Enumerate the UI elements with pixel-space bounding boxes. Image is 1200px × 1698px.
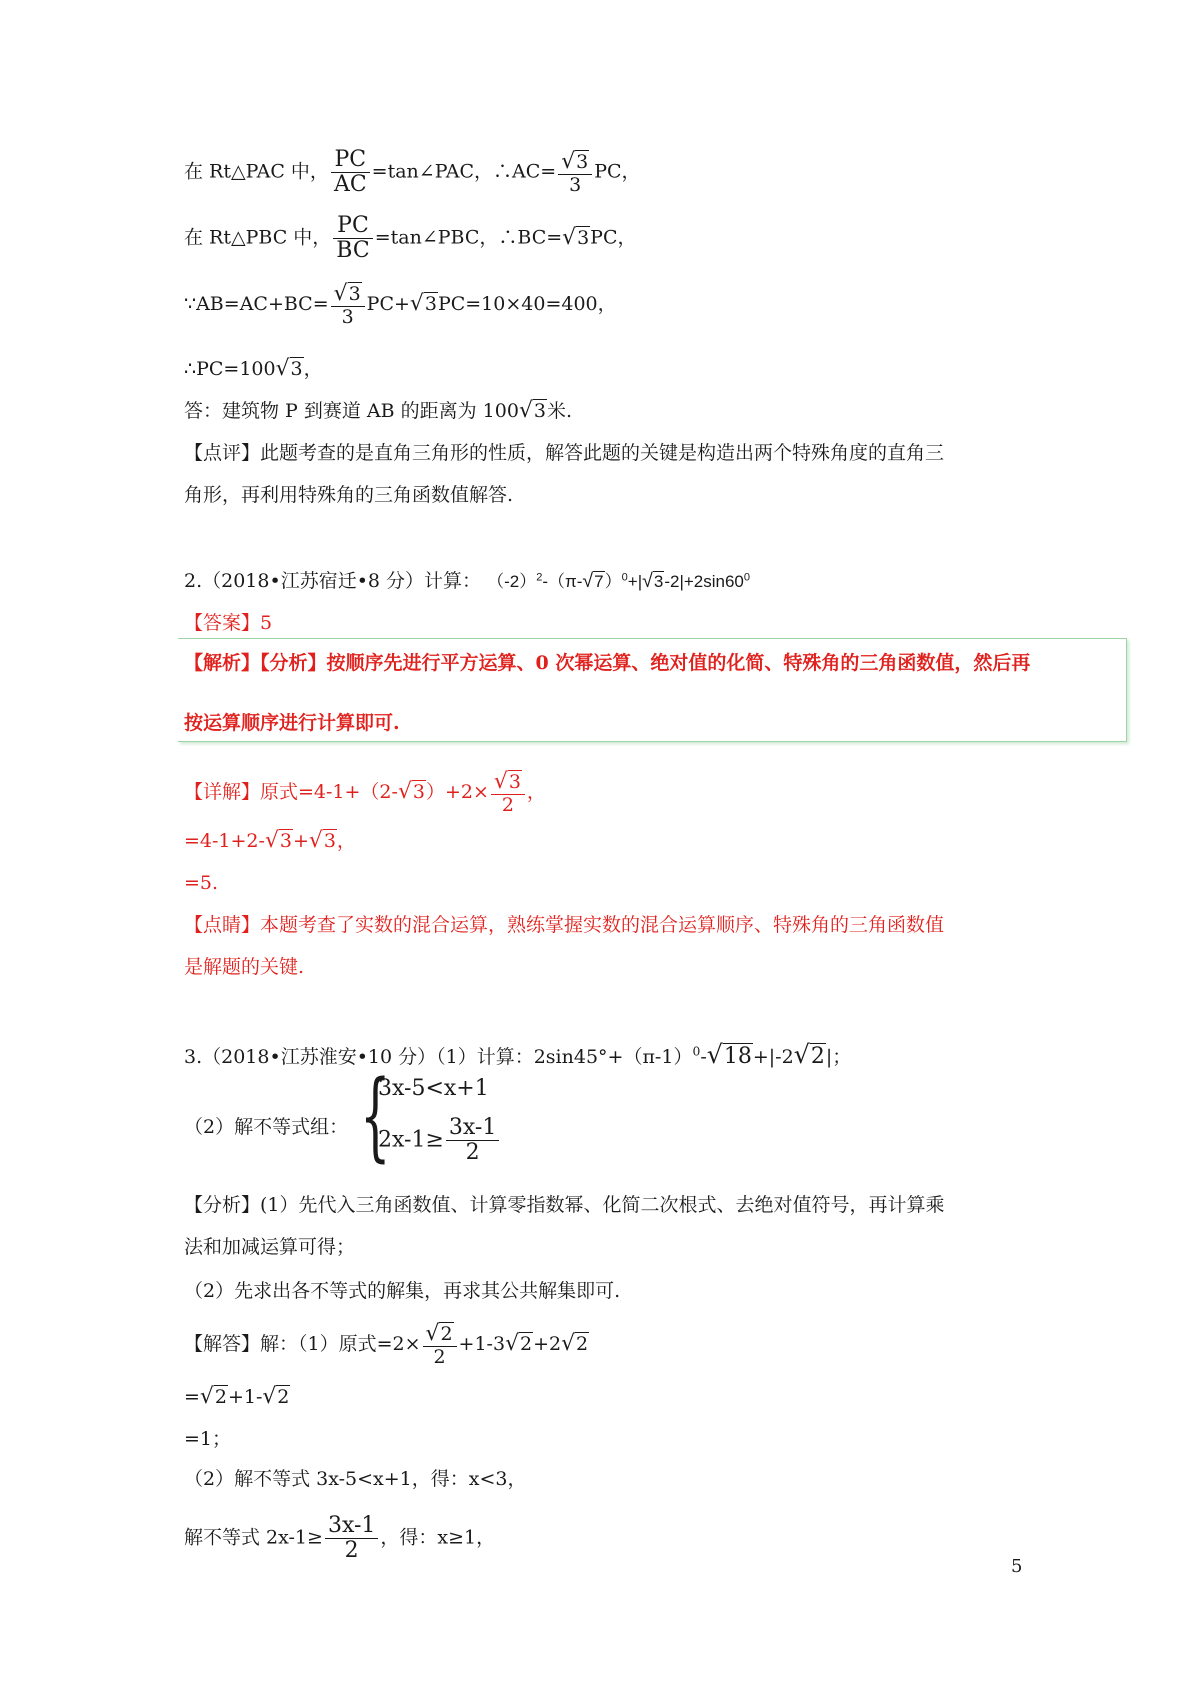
sqrt: √3 <box>518 398 546 423</box>
sqrt: √2 <box>505 1330 533 1356</box>
q2-analysis-2: 按运算顺序进行计算即可. <box>184 712 400 734</box>
text: ， <box>303 358 323 380</box>
text: ）+2× <box>425 780 489 803</box>
fraction: $\frac{√3}{3}$ <box>331 282 365 328</box>
q3-step-3: =1； <box>184 1428 232 1450</box>
sqrt: √3 <box>308 828 336 853</box>
q2-answer: 【答案】5 <box>184 612 273 634</box>
q2-heading <box>184 570 750 593</box>
s1-line-5 <box>184 398 572 424</box>
q3-solution: 【解答】解：（1）原式=2× $\frac{√2}{2}$ +1-3√2+2√2 <box>184 1321 589 1369</box>
s1-line-2 <box>184 214 637 263</box>
text: 在 Rt△PBC 中， <box>184 226 332 249</box>
q2-detail <box>184 770 546 816</box>
sqrt: √18 <box>706 1040 752 1069</box>
text: 答：建筑物 P 到赛道 AB 的距离为 100 <box>184 400 519 422</box>
text: ， <box>526 780 546 803</box>
q3-step-2: =√2+1-√2 <box>184 1384 290 1409</box>
s1-line-3 <box>184 282 617 328</box>
text: =tan∠PBC，∴BC= <box>374 226 563 249</box>
text: ∵AB=AC+BC= <box>184 292 329 315</box>
fraction: $\frac{√2}{2}$ <box>423 1322 457 1368</box>
inequality-1: 3x-5<x+1 <box>378 1076 489 1101</box>
text: 米. <box>546 400 572 422</box>
text: PC， <box>590 226 637 249</box>
q3-analysis-1: 【分析】(1）先代入三角函数值、计算零指数幂、化简二次根式、去绝对值符号，再计算乘 <box>184 1194 945 1216</box>
text: =4-1+2- <box>184 830 265 852</box>
fraction: $\frac{√3}{2}$ <box>491 770 525 816</box>
page-number: 5 <box>1011 1556 1023 1577</box>
fraction: $\frac{3x-1}{2}$ <box>325 1514 378 1563</box>
text: ， <box>336 830 356 852</box>
q2-analysis-1: 【解析】【分析】按顺序先进行平方运算、0 次幂运算、绝对值的化简、特殊角的三角函数值，然后再 <box>184 652 1031 674</box>
system-brace: { <box>360 1060 391 1172</box>
s1-line-1 <box>184 148 641 197</box>
sqrt: √2 <box>793 1040 825 1069</box>
text: PC+ <box>366 292 410 315</box>
fraction: $\frac{PC}{BC}$ <box>333 214 372 263</box>
text: =tan∠PAC，∴AC= <box>371 160 557 183</box>
q2-comment-2: 是解题的关键. <box>184 956 305 978</box>
fraction: $\frac{PC}{AC}$ <box>331 148 370 197</box>
q3-analysis-2: 法和加减运算可得； <box>184 1236 356 1258</box>
inequality-2: 2x-1≥ $\frac{3x-1}{2}$ <box>378 1116 501 1165</box>
q2-comment-1: 【点睛】本题考查了实数的混合运算，熟练掌握实数的混合运算顺序、特殊角的三角函数值 <box>184 914 945 936</box>
sqrt: √3 <box>264 828 292 853</box>
s1-line-4 <box>184 356 323 382</box>
text: PC， <box>594 160 641 183</box>
sqrt: √2 <box>262 1384 290 1409</box>
sqrt: √2 <box>561 1330 589 1356</box>
q3-part-2-label: （2）解不等式组： <box>184 1116 349 1138</box>
question-number: 2.（2018•江苏宿迁•8 分）计算： <box>184 570 482 592</box>
sqrt: √3 <box>409 290 437 316</box>
sqrt: √2 <box>199 1384 227 1409</box>
fraction: $\frac{√3}{3}$ <box>558 150 592 196</box>
text: + <box>292 830 309 852</box>
q3-step-4: （2）解不等式 3x-5<x+1，得：x<3， <box>184 1468 527 1490</box>
q3-analysis-3: （2）先求出各不等式的解集，再求其公共解集即可. <box>184 1280 621 1302</box>
text: ∴PC=100 <box>184 358 276 380</box>
fraction: $\frac{3x-1}{2}$ <box>446 1116 499 1165</box>
s1-comment-1: 【点评】此题考查的是直角三角形的性质，解答此题的关键是构造出两个特殊角度的直角三 <box>184 442 945 464</box>
text: 在 Rt△PAC 中， <box>184 160 329 183</box>
q2-step-2 <box>184 828 356 854</box>
sqrt: √3 <box>397 778 425 804</box>
question-number: 3.（2018•江苏淮安•10 分）（1）计算：2sin45°+（π-1） <box>184 1046 693 1068</box>
s1-comment-2: 角形，再利用特殊角的三角函数值解答. <box>184 484 514 506</box>
sqrt: √3 <box>275 356 303 381</box>
q3-heading: 3.（2018•江苏淮安•10 分）（1）计算：$2\sin 45^\circ+(\pi-1)^0-√18+|-2√2|$； <box>184 1040 852 1069</box>
q3-step-5: 解不等式 2x-1≥ $\frac{3x-1}{2}$ ，得：x≥1， <box>184 1513 496 1564</box>
expression: $(-2)^2-(\pi-√7)^0+|√3-2|+2\sin 60^0$ <box>487 570 751 592</box>
text: PC=10×40=400， <box>437 292 617 315</box>
sqrt: √3 <box>562 224 590 250</box>
q2-step-3: =5. <box>184 872 219 894</box>
text: 【详解】原式=4-1+（2- <box>184 780 398 803</box>
